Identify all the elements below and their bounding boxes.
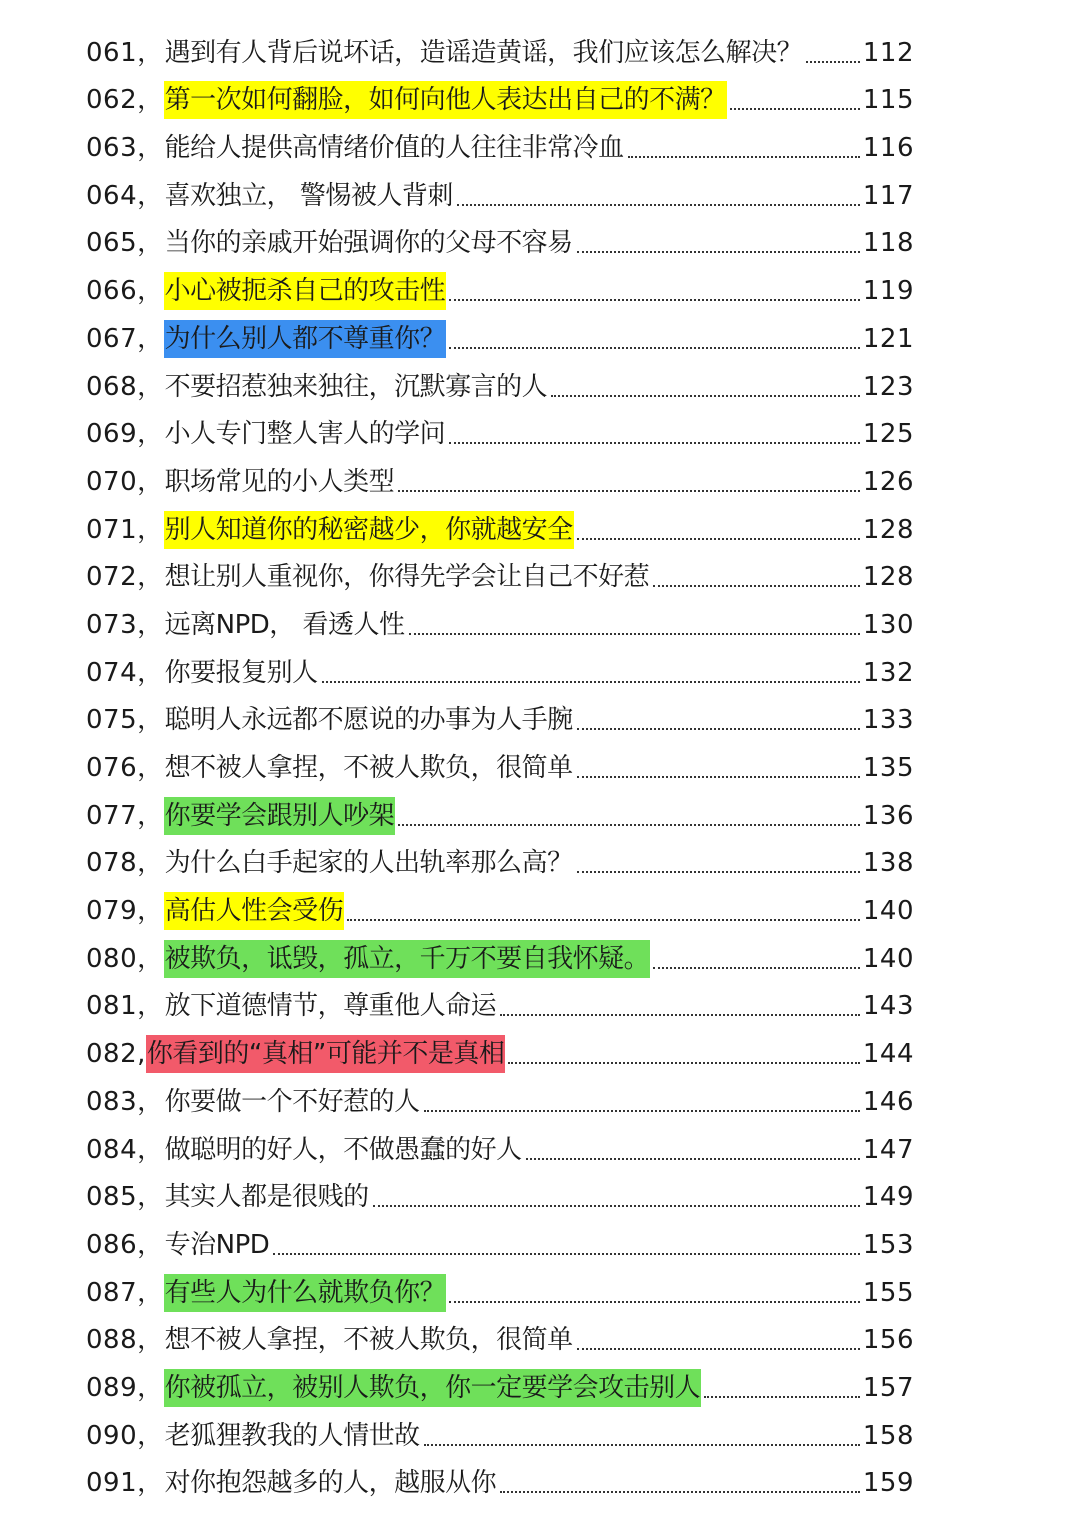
toc-entry-page-number: 147 (862, 1134, 914, 1165)
toc-entry-title: 为什么白手起家的人出轨率那么高？ (164, 848, 573, 879)
toc-entry[interactable] (86, 119, 914, 167)
toc-entry-page-number: 157 (862, 1372, 914, 1403)
toc-entry[interactable] (86, 358, 914, 406)
dot-leader (424, 1444, 860, 1446)
dot-leader (577, 1348, 860, 1350)
dot-leader (577, 251, 860, 253)
toc-entry-number: 080， (86, 943, 164, 974)
toc-entry-number: 069， (86, 419, 164, 450)
toc-entry-title-highlighted: 有些人为什么就欺负你？ (164, 1274, 447, 1312)
toc-entry-title: 想不被人拿捏，不被人欺负，很简单 (164, 1325, 573, 1356)
toc-entry-title: 小人专门整人害人的学问 (164, 419, 446, 450)
toc-entry-page-number: 112 (862, 37, 914, 68)
dot-leader (347, 919, 860, 921)
toc-entry[interactable] (86, 930, 914, 978)
dot-leader (500, 1014, 860, 1016)
toc-entry-title: 老狐狸教我的人情世故 (164, 1420, 420, 1451)
toc-entry-number: 089， (86, 1372, 164, 1403)
toc-entry-page-number: 117 (862, 180, 914, 211)
toc-entry-title-highlighted: 别人知道你的秘密越少，你就越安全 (164, 511, 574, 549)
dot-leader (551, 395, 860, 397)
toc-entry-page-number: 140 (862, 943, 914, 974)
toc-entry-number: 081， (86, 991, 164, 1022)
toc-entry[interactable] (86, 978, 914, 1026)
dot-leader (500, 1491, 860, 1493)
toc-entry-title-highlighted: 被欺负，诋毁，孤立，千万不要自我怀疑。 (164, 940, 651, 978)
toc-entry-page-number: 135 (862, 753, 914, 783)
toc-entry-page-number: 128 (862, 562, 914, 593)
toc-entry[interactable] (86, 1312, 914, 1360)
toc-entry[interactable] (86, 24, 914, 72)
toc-entry-number: 072， (86, 562, 164, 593)
toc-entry[interactable] (86, 1216, 914, 1264)
toc-entry-title: 不要招惹独来独往，沉默寡言的人 (164, 371, 548, 402)
toc-entry-number: 065， (86, 228, 164, 259)
dot-leader (398, 824, 860, 826)
toc-entry[interactable] (86, 835, 914, 883)
toc-entry-number: 085， (86, 1182, 164, 1213)
toc-entry[interactable] (86, 262, 914, 310)
toc-entry-number: 073， (86, 609, 164, 640)
dot-leader (730, 108, 860, 110)
toc-entry[interactable] (86, 1025, 914, 1073)
toc-entry-number: 062， (86, 85, 164, 116)
toc-entry-page-number: 144 (862, 1039, 914, 1070)
toc-entry-page-number: 125 (862, 419, 914, 450)
toc-entry-number: 077， (86, 800, 164, 831)
toc-entry-page-number: 149 (862, 1182, 914, 1213)
toc-entry-title-highlighted: 第一次如何翻脸，如何向他人表达出自己的不满？ (164, 81, 727, 119)
dot-leader (577, 871, 860, 873)
toc-entry[interactable] (86, 596, 914, 644)
toc-entry[interactable] (86, 310, 914, 358)
dot-leader (449, 299, 860, 301)
toc-entry-number: 067， (86, 323, 164, 354)
toc-entry-page-number: 146 (862, 1086, 914, 1117)
toc-entry-title-highlighted: 你被孤立，被别人欺负，你一定要学会攻击别人 (164, 1369, 702, 1407)
dot-leader (628, 156, 860, 158)
toc-entry[interactable] (86, 549, 914, 597)
toc-entry-title: 喜欢独立， 警惕被人背刺 (164, 180, 453, 211)
toc-entry-page-number: 156 (862, 1325, 914, 1356)
toc-entry-page-number: 140 (862, 896, 914, 927)
toc-entry[interactable] (86, 215, 914, 263)
toc-entry-title-highlighted: 为什么别人都不尊重你？ (164, 320, 447, 358)
dot-leader (704, 1396, 860, 1398)
toc-entry[interactable] (86, 1455, 914, 1503)
toc-entry-page-number: 126 (862, 466, 914, 497)
dot-leader (449, 347, 860, 349)
dot-leader (806, 61, 860, 63)
toc-entry-page-number: 123 (862, 371, 914, 402)
toc-entry-title-highlighted: 小心被扼杀自己的攻击性 (164, 272, 447, 310)
toc-entry-number: 066， (86, 276, 164, 307)
dot-leader (273, 1253, 860, 1255)
dot-leader (322, 681, 860, 683)
toc-entry-number: 071， (86, 514, 164, 545)
toc-entry-page-number: 133 (862, 705, 914, 736)
dot-leader (457, 204, 860, 206)
dot-leader (424, 1110, 860, 1112)
toc-entry-page-number: 121 (862, 323, 914, 354)
toc-entry-title-highlighted: 高估人性会受伤 (164, 892, 345, 930)
toc-entry[interactable] (86, 644, 914, 692)
toc-entry-number: 068， (86, 371, 164, 402)
toc-entry-page-number: 143 (862, 991, 914, 1022)
toc-entry-title: 你要报复别人 (164, 657, 318, 688)
toc-entry-title: 职场常见的小人类型 (164, 466, 395, 497)
toc-entry[interactable] (86, 882, 914, 930)
toc-entry-title: 远离NPD， 看透人性 (164, 609, 405, 640)
dot-leader (577, 776, 860, 778)
toc-entry-title: 专治NPD (164, 1229, 270, 1260)
toc-entry[interactable] (86, 1169, 914, 1217)
toc-entry-number: 074， (86, 657, 164, 688)
dot-leader (653, 585, 860, 587)
toc-entry-page-number: 136 (862, 800, 914, 831)
toc-entry[interactable] (86, 406, 914, 454)
toc-entry-page-number: 115 (862, 85, 914, 116)
toc-entry-title: 当你的亲戚开始强调你的父母不容易 (164, 228, 573, 259)
toc-entry[interactable] (86, 1407, 914, 1455)
toc-entry[interactable] (86, 501, 914, 549)
toc-entry-number: 087， (86, 1277, 164, 1308)
dot-leader (508, 1062, 860, 1064)
toc-entry[interactable] (86, 739, 914, 787)
toc-entry-number: 088， (86, 1325, 164, 1356)
toc-entry[interactable] (86, 167, 914, 215)
toc-entry-page-number: 138 (862, 848, 914, 879)
toc-entry-title: 聪明人永远都不愿说的办事为人手腕 (164, 705, 573, 736)
toc-entry-number: 061， (86, 37, 164, 68)
dot-leader (449, 442, 860, 444)
dot-leader (577, 538, 860, 540)
toc-entry-title: 能给人提供高情绪价值的人往往非常冷血 (164, 133, 624, 164)
dot-leader (653, 967, 860, 969)
toc-entry-number: 064， (86, 180, 164, 211)
toc-entry-title: 遇到有人背后说坏话，造谣造黄谣，我们应该怎么解决？ (164, 37, 803, 68)
toc-entry[interactable] (86, 453, 914, 501)
dot-leader (409, 633, 860, 635)
toc-entry-page-number: 128 (862, 514, 914, 545)
toc-entry-page-number: 119 (862, 276, 914, 307)
toc-entry-page-number: 116 (862, 133, 914, 164)
toc-entry-page-number: 130 (862, 609, 914, 640)
toc-entry[interactable] (86, 1073, 914, 1121)
toc-entry-title: 想不被人拿捏，不被人欺负，很简单 (164, 753, 573, 783)
dot-leader (526, 1158, 860, 1160)
toc-entry-title: 对你抱怨越多的人，越服从你 (164, 1468, 497, 1499)
dot-leader (373, 1205, 860, 1207)
toc-entry[interactable] (86, 692, 914, 740)
toc-entry-page-number: 155 (862, 1277, 914, 1308)
toc-entry-title-highlighted: 你看到的“真相”可能并不是真相 (146, 1035, 505, 1073)
toc-entry-number: 084， (86, 1134, 164, 1165)
toc-entry-number: 090， (86, 1420, 164, 1451)
toc-entry[interactable] (86, 72, 914, 120)
toc-entry-page-number: 153 (862, 1229, 914, 1260)
toc-entry-number: 078， (86, 848, 164, 879)
toc-entry-title: 想让别人重视你，你得先学会让自己不好惹 (164, 562, 650, 593)
toc-entry-page-number: 159 (862, 1468, 914, 1499)
toc-entry-title-highlighted: 你要学会跟别人吵架 (164, 797, 396, 835)
toc-entry-number: 079， (86, 896, 164, 927)
toc-entry-number: 076， (86, 753, 164, 783)
table-of-contents (86, 24, 914, 1502)
toc-entry-page-number: 132 (862, 657, 914, 688)
dot-leader (449, 1301, 860, 1303)
dot-leader (577, 728, 860, 730)
toc-entry-title: 你要做一个不好惹的人 (164, 1086, 420, 1117)
toc-entry-title: 其实人都是很贱的 (164, 1182, 369, 1213)
dot-leader (398, 490, 860, 492)
toc-entry-number: 082, (86, 1039, 146, 1070)
toc-entry-page-number: 118 (862, 228, 914, 259)
toc-entry-number: 063， (86, 133, 164, 164)
toc-entry-title: 放下道德情节，尊重他人命运 (164, 991, 497, 1022)
toc-entry-title: 做聪明的好人，不做愚蠢的好人 (164, 1134, 522, 1165)
toc-entry-number: 091， (86, 1468, 164, 1499)
toc-entry-number: 070， (86, 466, 164, 497)
toc-entry-number: 083， (86, 1086, 164, 1117)
toc-entry[interactable] (86, 1264, 914, 1312)
toc-entry-number: 075， (86, 705, 164, 736)
toc-entry-page-number: 158 (862, 1420, 914, 1451)
toc-entry[interactable] (86, 787, 914, 835)
toc-entry[interactable] (86, 1359, 914, 1407)
toc-entry[interactable] (86, 1121, 914, 1169)
toc-entry-number: 086， (86, 1229, 164, 1260)
